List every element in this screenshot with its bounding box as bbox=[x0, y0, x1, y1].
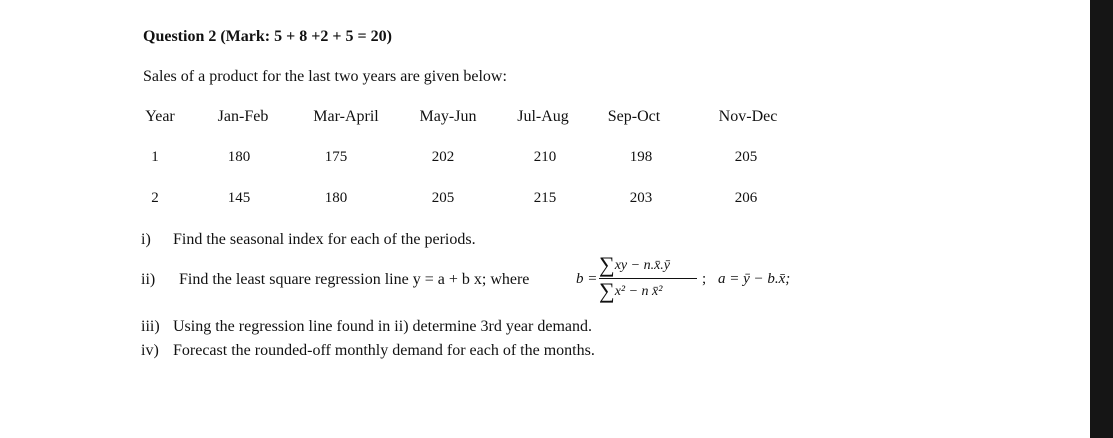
table-header-sep-oct: Sep-Oct bbox=[607, 108, 661, 125]
question-iv bbox=[141, 342, 595, 360]
table-cell: 175 bbox=[324, 149, 348, 165]
formula-b-fraction bbox=[593, 250, 703, 310]
formula-denominator: ∑x² − n x̄² bbox=[599, 278, 663, 303]
table-header-jul-aug: Jul-Aug bbox=[517, 108, 569, 125]
table-cell: 206 bbox=[734, 190, 758, 206]
table-cell: 1 bbox=[151, 149, 159, 165]
table-cell: 180 bbox=[227, 149, 251, 165]
sigma-symbol: ∑ bbox=[599, 278, 615, 303]
table-cell: 215 bbox=[533, 190, 557, 206]
question-title: Question 2 (Mark: 5 + 8 +2 + 5 = 20) bbox=[143, 28, 392, 45]
question-ii bbox=[141, 271, 529, 289]
question-text: Using the regression line found in ii) determine 3rd year demand. bbox=[173, 318, 592, 335]
screen-edge bbox=[1090, 0, 1113, 438]
question-text: Find the seasonal index for each of the periods. bbox=[173, 231, 476, 248]
table-cell: 198 bbox=[629, 149, 653, 165]
formula-numerator: ∑xy − n.x̄.ȳ bbox=[599, 252, 670, 277]
table-cell: 180 bbox=[324, 190, 348, 206]
table-cell: 145 bbox=[227, 190, 251, 206]
table-header-jan-feb: Jan-Feb bbox=[217, 108, 269, 125]
formula-b-label: b = bbox=[576, 271, 598, 287]
question-number: iii) bbox=[141, 318, 160, 335]
table-cell: 203 bbox=[629, 190, 653, 206]
table-cell: 205 bbox=[734, 149, 758, 165]
formula-a: a = ȳ − b.x̄; bbox=[718, 271, 791, 287]
formula-semicolon: ; bbox=[702, 271, 707, 287]
table-header-nov-dec: Nov-Dec bbox=[718, 108, 778, 125]
question-number: i) bbox=[141, 231, 151, 248]
table-header-may-jun: May-Jun bbox=[419, 108, 477, 125]
table-header-mar-april: Mar-April bbox=[313, 108, 379, 125]
intro-text: Sales of a product for the last two years are given below: bbox=[143, 68, 507, 85]
question-number: ii) bbox=[141, 271, 156, 288]
question-text: Find the least square regression line y = a + b x; where bbox=[179, 271, 530, 288]
table-cell: 202 bbox=[431, 149, 455, 165]
table-cell: 2 bbox=[151, 190, 159, 206]
sigma-symbol: ∑ bbox=[599, 252, 615, 277]
question-i bbox=[141, 231, 476, 249]
table-cell: 210 bbox=[533, 149, 557, 165]
question-text: Forecast the rounded-off monthly demand for each of the months. bbox=[173, 342, 595, 359]
table-header-year: Year bbox=[145, 108, 175, 125]
question-iii bbox=[141, 318, 592, 336]
table-cell: 205 bbox=[431, 190, 455, 206]
question-number: iv) bbox=[141, 342, 159, 359]
